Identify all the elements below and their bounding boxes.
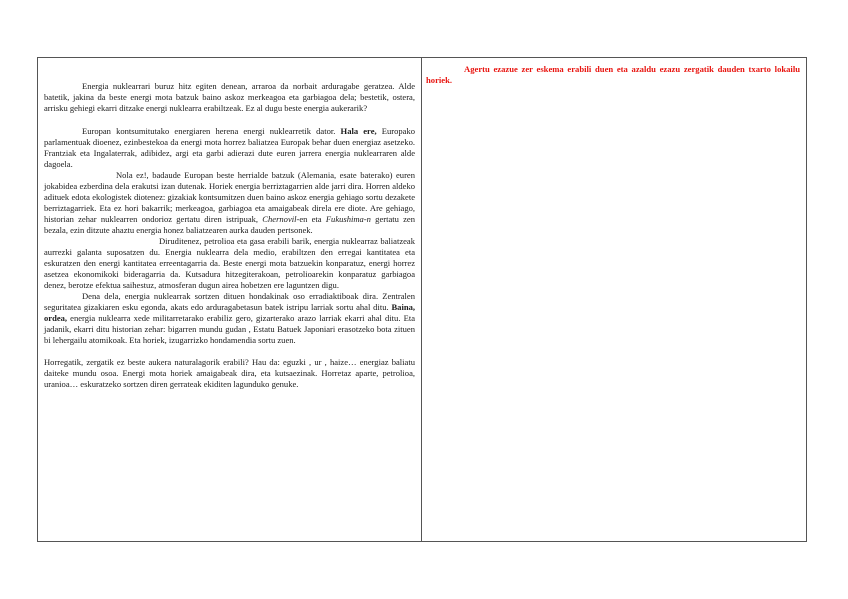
essay-paragraph-2: [44, 126, 415, 170]
p3-text-mid: -en eta: [296, 214, 322, 224]
p3-text-b: gertatu zen bezala, ezin ditzute ahaztu energia honez baliatzearen aurka dauden pertsonek.: [44, 214, 415, 235]
essay-paragraph-4: Diruditenez, petrolioa eta gasa erabili barik, energia nuklearraz baliatzeak aurrezki galanta suposatzen du. Energia nuklearra dela medio, erabiltzen den erregai kantitatea eta eskuratzen den energi kantitatea erreentagarria da. Beste energi mota batzuekin konparatuz, energi horrez asetzea ekonomikoki bideragarria da. Kutsadura hitzegiterakoan, petrolioarekin konparatuz garbiagoa denez, berotze efektua saihestuz, atmosferan dugun airea hobetzen ere laguntzen digu.: [44, 236, 415, 290]
essay-paragraph-6: Horregatik, zergatik ez beste aukera naturalagorik erabili? Hau da: eguzki , ur , haize… energiaz baliatu daiteke mundu osoa. Energi mota horiek amaigabeak dira, eta kutsaezinak. Horretaz aparte, petrolioa, uranioa… eskuratzeko sortzen diren gerrateak ekiditen lagunduko genuke.: [44, 357, 415, 389]
document-table: [37, 57, 807, 542]
essay-paragraph-3: [44, 170, 415, 236]
p5-connector: Baina, ordea,: [44, 302, 415, 323]
p2-text-b: Europako parlamentuak dioenez, ezinbestekoa da energi mota horrez baliatzea Europak behar duen energiaz asetzeko. Frantziak eta Ingalaterrak, adibidez, argi eta garbi adierazi dute euren jarrera energia nuklearraren alde dagoela.: [44, 126, 416, 169]
p3-text-a: Nola ez!, badaude Europan beste herrialde batzuk (Alemania, esate baterako) euren jokabidea ezberdina dela erakutsi izan dutenak. Horiek energia berriztagarrien alde jarri dira. Horren aldeko adituek edota ekologistek diotenez: gizakiak kontsumitzen duen baino askoz energia gehiago sortu dezakete berriztagarriek. Eta ez hori bakarrik; merkeagoa, garbiagoa eta amaigabeak direla ere diote. Are gehiago, historian zehar nuklearren ondorioz gertatu diren istripuak,: [44, 170, 415, 224]
p2-connector: Hala ere,: [340, 126, 377, 136]
p5-text-b: energia nuklearra xede militarretarako erabiliz gero, gizarterako arazo larriak ekarri ahal ditu. Eta jadanik, ekarri ditu historian zehar: bigarren mundu gudan , Estatu Batuek Japoniari erasotzeko bota zituen bi lehergailu atomikoak. Eta horiek, izugarrizko hondamendia sortu zuen.: [44, 313, 415, 345]
essay-paragraph-5: [44, 291, 415, 346]
p2-text-a: Europan kontsumitutako energiaren herena energi nuklearretik dator.: [82, 126, 336, 136]
p3-place-2: Fukushima-n: [325, 214, 371, 224]
instruction-text: Agertu ezazue zer eskema erabili duen eta azaldu ezazu zergatik dauden txarto lokailu horiek.: [426, 64, 800, 85]
p5-text-a: Dena dela, energia nuklearrak sortzen dituen hondakinak oso erradiaktiboak dira. Zentralen seguritatea gizakiaren esku egonda, akats edo arduragabetasun batek istripu larriak sortu ahal ditu.: [44, 291, 415, 312]
instruction-column: [422, 58, 806, 541]
essay-column: [38, 58, 422, 541]
p3-place-1: Chernovil: [262, 214, 297, 224]
essay-paragraph-1: Energia nuklearrari buruz hitz egiten denean, arraroa da norbait arduragabe geratzea. Alde batetik, jakina da beste energi mota batzuk baino askoz merkeagoa eta garbiagoa dela; bestetik, ostera, arrisku gehiegi ekarri ditzake energi nuklearra erabiltzeak. Ez al dugu beste energia aukerarik?: [44, 81, 415, 113]
